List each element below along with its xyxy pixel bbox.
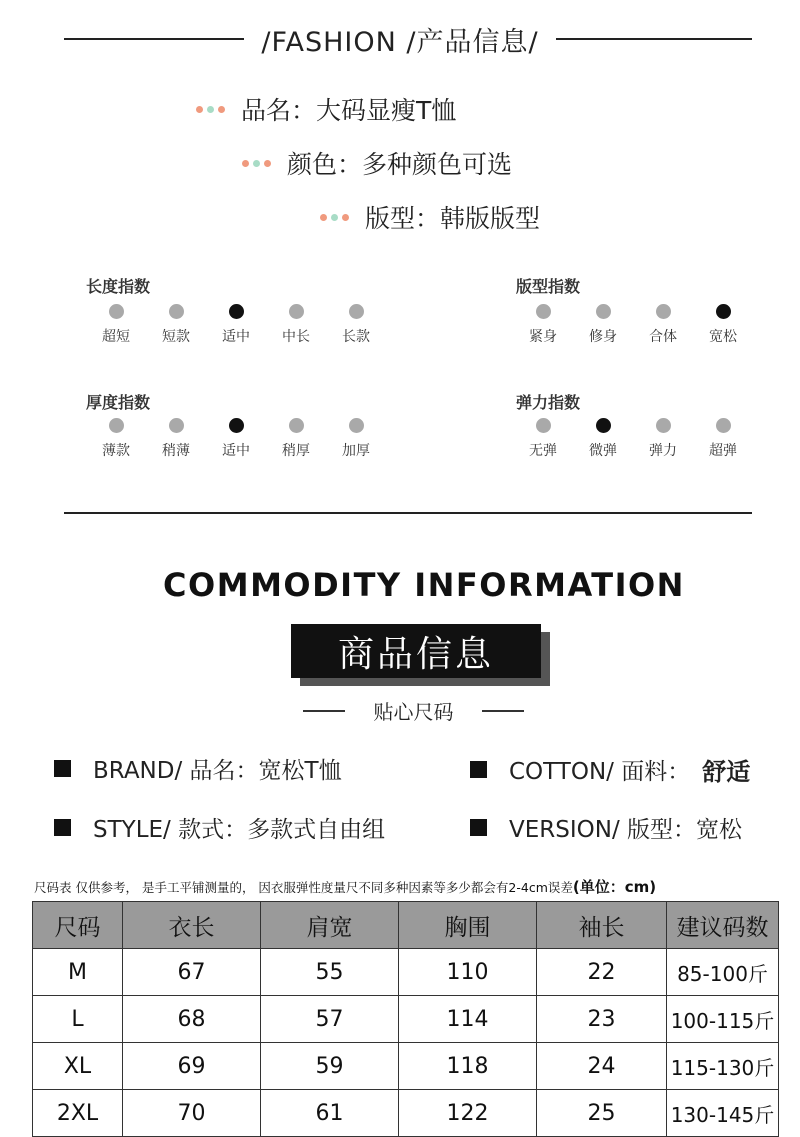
version-attr	[470, 811, 742, 844]
commodity-box-label: 商品信息	[291, 624, 541, 678]
elasticity-index-title: 弹力指数	[516, 393, 581, 412]
header-line-right	[556, 38, 752, 40]
thickness-index-option	[206, 418, 266, 460]
cell-length: 70	[123, 1090, 261, 1137]
table-row	[33, 1043, 779, 1090]
cell-length: 68	[123, 996, 261, 1043]
cell-size: 2XL	[33, 1090, 123, 1137]
section-divider	[64, 512, 752, 514]
cell-chest: 114	[399, 996, 537, 1043]
header-shoulder: 肩宽	[261, 902, 399, 949]
selected-dot-icon	[596, 418, 611, 433]
product-name-line	[196, 91, 456, 127]
thickness-index-option	[326, 418, 386, 460]
index-option-label: 合体	[649, 329, 677, 345]
product-color-value: 多种颜色可选	[362, 150, 513, 179]
product-name-value: 大码显瘦T恤	[316, 96, 457, 125]
cell-length: 67	[123, 949, 261, 996]
index-option-label: 长款	[342, 329, 370, 345]
square-bullet-icon	[470, 761, 487, 778]
selected-dot-icon	[229, 304, 244, 319]
product-fit-value: 韩版版型	[440, 204, 541, 233]
fit-index-option	[693, 304, 753, 346]
dots-icon	[196, 106, 229, 113]
index-option-label: 加厚	[342, 443, 370, 459]
cell-shoulder: 59	[261, 1043, 399, 1090]
dot-icon	[169, 304, 184, 319]
cell-size: XL	[33, 1043, 123, 1090]
size-table	[32, 901, 779, 1137]
index-option-label: 短款	[162, 329, 190, 345]
index-option-label: 修身	[589, 329, 617, 345]
dot-icon	[536, 304, 551, 319]
size-note	[34, 876, 656, 897]
length-index-option	[326, 304, 386, 346]
index-option-label: 适中	[222, 329, 250, 345]
index-option-label: 微弹	[589, 443, 617, 459]
cell-shoulder: 57	[261, 996, 399, 1043]
length-index-option	[206, 304, 266, 346]
dot-icon	[716, 418, 731, 433]
dot-icon	[349, 418, 364, 433]
cell-shoulder: 61	[261, 1090, 399, 1137]
dots-icon	[242, 160, 275, 167]
elasticity-index-option	[693, 418, 753, 460]
square-bullet-icon	[54, 760, 71, 777]
index-option-label: 稍厚	[282, 443, 310, 459]
cell-chest: 122	[399, 1090, 537, 1137]
thickness-index-scale	[86, 418, 386, 460]
length-index-title: 长度指数	[86, 277, 151, 296]
index-option-label: 紧身	[529, 329, 557, 345]
cotton-text: COTTON/ 面料：	[509, 759, 691, 785]
index-option-label: 超弹	[709, 443, 737, 459]
cotton-value: 舒适	[702, 758, 751, 786]
elasticity-index-option	[633, 418, 693, 460]
subtitle-line-left	[303, 710, 345, 712]
cell-sleeve: 22	[537, 949, 667, 996]
fit-index-option	[573, 304, 633, 346]
cell-recommend: 85-100斤	[667, 949, 779, 996]
brand-attr	[54, 752, 342, 785]
length-index-option	[146, 304, 206, 346]
dot-icon	[656, 418, 671, 433]
header-chest: 胸围	[399, 902, 537, 949]
subtitle-line-right	[482, 710, 524, 712]
square-bullet-icon	[54, 819, 71, 836]
elasticity-index-scale	[513, 418, 753, 460]
product-name-label: 品名：	[241, 96, 317, 125]
product-color-label: 颜色：	[287, 150, 363, 179]
selected-dot-icon	[716, 304, 731, 319]
header-recommend: 建议码数	[667, 902, 779, 949]
cell-recommend: 115-130斤	[667, 1043, 779, 1090]
table-row	[33, 1090, 779, 1137]
thickness-index-option	[266, 418, 326, 460]
index-option-label: 无弹	[529, 443, 557, 459]
header-line-left	[64, 38, 244, 40]
length-index-scale	[86, 304, 386, 346]
cell-recommend: 130-145斤	[667, 1090, 779, 1137]
dot-icon	[656, 304, 671, 319]
cell-chest: 110	[399, 949, 537, 996]
dot-icon	[169, 418, 184, 433]
fit-index-title: 版型指数	[516, 277, 581, 296]
index-option-label: 适中	[222, 443, 250, 459]
header-size: 尺码	[33, 902, 123, 949]
table-header-row	[33, 902, 779, 949]
dot-icon	[109, 418, 124, 433]
selected-dot-icon	[229, 418, 244, 433]
header-length: 衣长	[123, 902, 261, 949]
index-option-label: 稍薄	[162, 443, 190, 459]
index-option-label: 弹力	[649, 443, 677, 459]
cell-length: 69	[123, 1043, 261, 1090]
table-row	[33, 996, 779, 1043]
thickness-index-title: 厚度指数	[86, 393, 151, 412]
thickness-index-option	[146, 418, 206, 460]
cell-recommend: 100-115斤	[667, 996, 779, 1043]
cell-shoulder: 55	[261, 949, 399, 996]
dot-icon	[109, 304, 124, 319]
index-option-label: 宽松	[709, 329, 737, 345]
cell-sleeve: 25	[537, 1090, 667, 1137]
dot-icon	[349, 304, 364, 319]
elasticity-index-option	[513, 418, 573, 460]
fit-index-option	[513, 304, 573, 346]
cell-size: M	[33, 949, 123, 996]
index-option-label: 薄款	[102, 443, 130, 459]
dot-icon	[289, 418, 304, 433]
size-note-unit: (单位：cm)	[572, 878, 657, 896]
thickness-index-option	[86, 418, 146, 460]
elasticity-index-option	[573, 418, 633, 460]
header-title: /FASHION /产品信息/	[261, 27, 539, 58]
length-index-option	[266, 304, 326, 346]
product-color-line	[242, 145, 512, 181]
style-text: STYLE/ 款式：多款式自由组	[93, 817, 386, 843]
brand-text: BRAND/ 品名：宽松T恤	[93, 758, 342, 784]
fit-index-scale	[513, 304, 753, 346]
cell-sleeve: 24	[537, 1043, 667, 1090]
header-sleeve: 袖长	[537, 902, 667, 949]
index-option-label: 超短	[102, 329, 130, 345]
commodity-title: COMMODITY INFORMATION	[163, 566, 685, 604]
dot-icon	[536, 418, 551, 433]
table-row	[33, 949, 779, 996]
cell-sleeve: 23	[537, 996, 667, 1043]
product-fit-line	[320, 199, 540, 235]
fit-index-option	[633, 304, 693, 346]
size-note-text: 尺码表 仅供参考， 是手工平铺测量的， 因衣服弹性度量尺不同多种因素等多少都会有2-4cm误差	[34, 880, 573, 895]
product-fit-label: 版型：	[365, 204, 441, 233]
dots-icon	[320, 214, 353, 221]
length-index-option	[86, 304, 146, 346]
style-attr	[54, 811, 385, 844]
cotton-attr	[470, 752, 750, 787]
commodity-subtitle: 贴心尺码	[373, 700, 454, 724]
dot-icon	[289, 304, 304, 319]
cell-size: L	[33, 996, 123, 1043]
cell-chest: 118	[399, 1043, 537, 1090]
index-option-label: 中长	[282, 329, 310, 345]
version-text: VERSION/ 版型：宽松	[509, 817, 742, 843]
square-bullet-icon	[470, 819, 487, 836]
dot-icon	[596, 304, 611, 319]
